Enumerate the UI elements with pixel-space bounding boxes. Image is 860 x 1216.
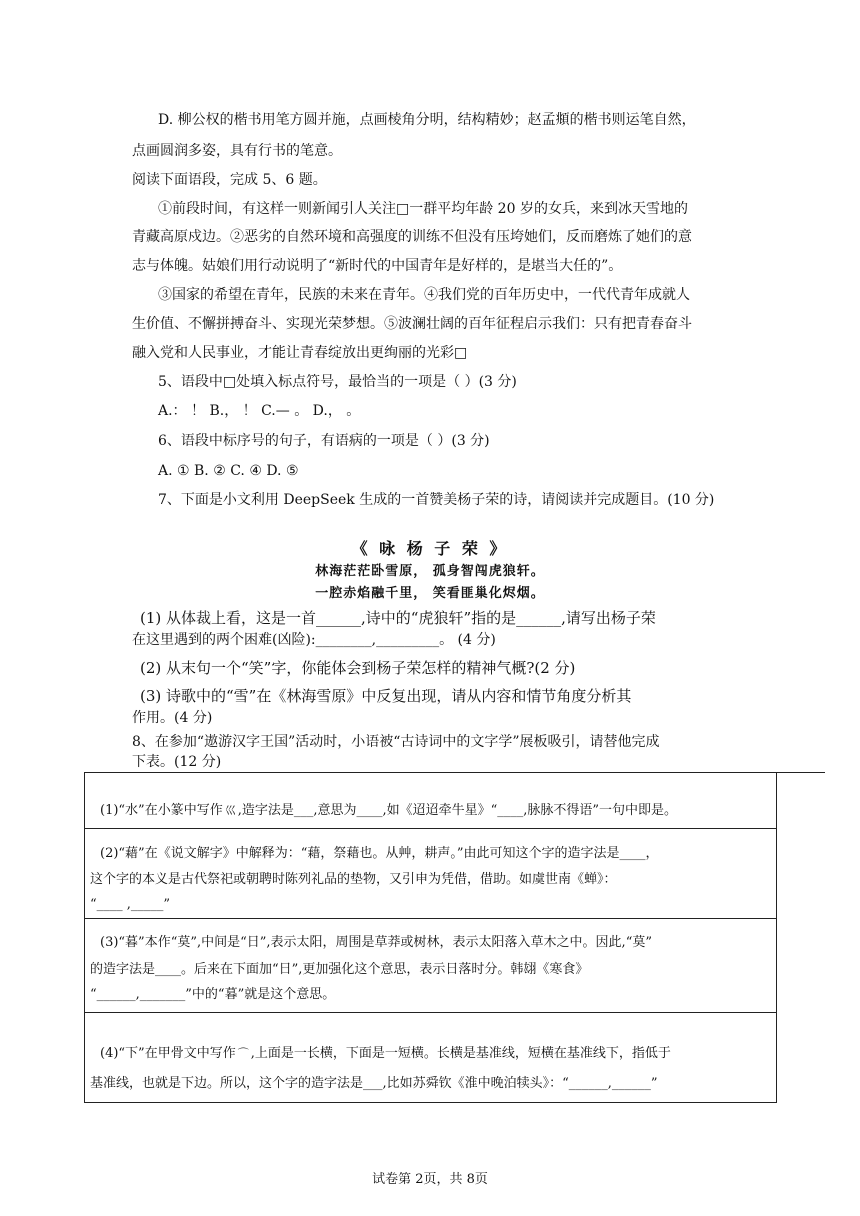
table-right-border xyxy=(776,772,777,1103)
subquestion-1-line2: 在这里遇到的两个困难(凶险):________,_________。 (4 分) xyxy=(132,632,496,648)
option-d-line1: D. 柳公权的楷书用笔方圆并施，点画棱角分明，结构精妙；赵孟頫的楷书则运笔自然， xyxy=(158,112,696,128)
option-d-line2: 点画圆润多姿，具有行书的笔意。 xyxy=(132,143,342,159)
poem-line-2: 一腔赤焰融千里， 笑看匪巢化烬烟。 xyxy=(315,586,545,601)
row4-text-a: (4)“下”在甲骨文中写作 xyxy=(100,1046,236,1061)
passage-para1-line2: 青藏高原戍边。②恶劣的自然环境和高强度的训练不但没有压垮她们，反而磨炼了她们的意 xyxy=(132,229,692,245)
table-row-1 xyxy=(100,801,677,821)
subquestion-3-line1: (3) 诗歌中的“雪”在《林海雪原》中反复出现，请从内容和情节角度分析其 xyxy=(140,687,632,705)
table-row-divider xyxy=(84,828,776,829)
poem-title: 《 咏 杨 子 荣 》 xyxy=(351,539,509,558)
passage-para2-line1: ③国家的希望在青年，民族的未来在青年。④我们党的百年历史中，一代代青年成就人 xyxy=(158,287,690,303)
question-6-options: A. ① B. ② C. ④ D. ⑤ xyxy=(158,463,299,479)
read-instruction: 阅读下面语段，完成 5、6 题。 xyxy=(132,172,327,188)
row1-text-b: ,造字法是___,意思为____,如《迢迢牵牛星》“____,脉脉不得语”一句中即是。 xyxy=(237,803,678,818)
row4-text-b: ,上面是一长横，下面是一短横。长横是基准线，短横在基准线下，指低于 xyxy=(250,1046,671,1061)
seal-water-glyph-icon: 巛 xyxy=(224,804,236,817)
row1-text-a: (1)“水”在小篆中写作 xyxy=(100,803,223,818)
subquestion-2: (2) 从末句一个“笑”字，你能体会到杨子荣怎样的精神气概?(2 分) xyxy=(140,659,576,677)
oracle-xia-glyph-icon: ⌒ xyxy=(237,1047,249,1060)
passage-para2-line3: 融入党和人民事业，才能让青春绽放出更绚丽的光彩□ xyxy=(132,345,468,361)
question-5: 5、语段中□处填入标点符号，最恰当的一项是（ ）(3 分) xyxy=(158,374,517,390)
table-row-4-line1 xyxy=(100,1044,671,1064)
table-row-divider xyxy=(84,918,776,919)
question-8-line2: 下表。(12 分) xyxy=(132,754,222,770)
table-row-4-line2: 基准线，也就是下边。所以，这个字的造字法是___,比如苏舜钦《淮中晚泊犊头》：“______,______” xyxy=(90,1076,658,1091)
table-left-border xyxy=(84,772,85,1103)
passage-para1-line3: 志与体魄。姑娘们用行动说明了“新时代的中国青年是好样的，是堪当大任的”。 xyxy=(132,258,623,274)
question-5-options: A.： ！ B.， ！ C.— 。 D.， 。 xyxy=(158,403,361,419)
question-6: 6、语段中标序号的句子，有语病的一项是（ ）(3 分) xyxy=(158,433,490,449)
poem-line-1: 林海茫茫卧雪原， 孤身智闯虎狼轩。 xyxy=(315,564,545,579)
table-row-3-line2: 的造字法是____。后来在下面加“日”,更加强化这个意思，表示日落时分。韩翃《寒食》 xyxy=(90,962,589,977)
table-row-divider xyxy=(84,1012,776,1013)
question-7: 7、下面是小文利用 DeepSeek 生成的一首赞美杨子荣的诗，请阅读并完成题目。(10 分) xyxy=(158,492,715,508)
subquestion-1-line1: (1) 从体裁上看，这是一首______,诗中的“虎狼轩”指的是______,请写出杨子荣 xyxy=(140,609,656,627)
question-8-line1: 8、在参加“遨游汉字王国”活动时，小语被“古诗词中的文字学”展板吸引，请替他完成 xyxy=(132,734,660,750)
table-bottom-border xyxy=(84,1102,776,1103)
table-row-3-line1: (3)“暮”本作“莫”,中间是“日”,表示太阳，周围是草莽或树林，表示太阳落入草木之中。因此,“莫” xyxy=(100,935,652,950)
table-row-2-line2: 这个字的本义是古代祭祀或朝聘时陈列礼品的垫物，又引申为凭借，借助。如虞世南《蝉》： xyxy=(90,872,617,887)
passage-para2-line2: 生价值、不懈拼搏奋斗、实现光荣梦想。⑤波澜壮阔的百年征程启示我们：只有把青春奋斗 xyxy=(132,316,692,332)
subquestion-3-line2: 作用。(4 分) xyxy=(132,710,213,726)
table-top-border xyxy=(84,772,825,773)
table-row-2-line3: “____ ,_____” xyxy=(90,897,171,912)
page-footer: 试卷第 2页，共 8页 xyxy=(372,1172,488,1187)
passage-para1-line1: ①前段时间，有这样一则新闻引人关注□一群平均年龄 20 岁的女兵，来到冰天雪地的 xyxy=(158,201,688,217)
table-row-3-line3: “______,_______”中的“暮”就是这个意思。 xyxy=(90,987,336,1002)
table-row-2-line1: (2)“藉”在《说文解字》中解释为：“藉，祭藉也。从艸，耕声。”由此可知这个字的造字法是____， xyxy=(100,846,659,861)
